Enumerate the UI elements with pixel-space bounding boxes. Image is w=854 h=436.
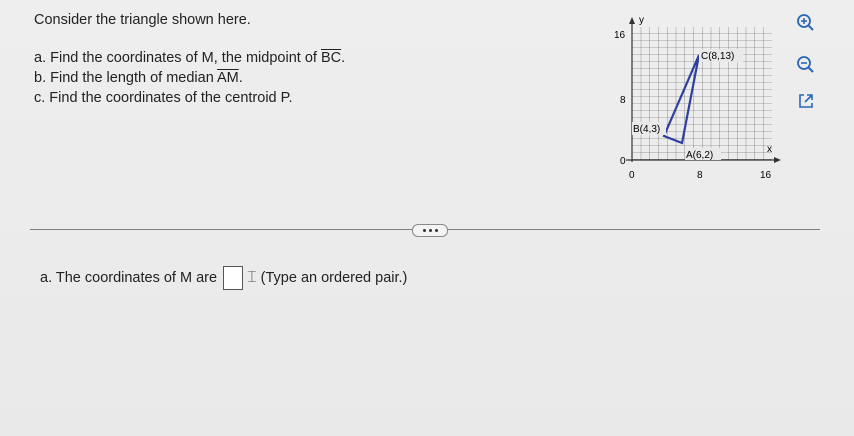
part-a-suffix: .	[341, 50, 346, 66]
y-axis-arrow	[629, 17, 635, 24]
part-a-prefix: a. Find the coordinates of M, the midpoint of	[34, 50, 321, 66]
point-c-label: C(8,13)	[701, 51, 735, 62]
x-tick-16: 16	[760, 170, 772, 181]
zoom-out-icon	[796, 55, 816, 75]
question-intro: Consider the triangle shown here.	[34, 12, 251, 28]
text-cursor-icon: ⌶	[247, 269, 257, 286]
part-b-suffix: .	[238, 70, 243, 86]
ellipsis-dot-icon	[423, 229, 426, 232]
question-part-a	[34, 50, 345, 66]
answer-a-hint: (Type an ordered pair.)	[260, 270, 408, 286]
segment-bc: $\overline{BC}$	[320, 50, 342, 66]
x-tick-8: 8	[697, 170, 703, 181]
part-b-prefix: b. Find the length of median	[34, 70, 217, 86]
y-tick-8: 8	[620, 95, 626, 106]
question-part-b	[34, 70, 243, 86]
x-tick-0: 0	[629, 170, 635, 181]
external-link-icon	[797, 92, 815, 110]
grid	[632, 27, 772, 160]
question-part-c: c. Find the coordinates of the centroid P.	[34, 90, 293, 106]
x-axis-arrow	[774, 157, 781, 163]
ellipsis-dot-icon	[429, 229, 432, 232]
zoom-in-icon	[796, 13, 816, 33]
x-axis-label: x	[767, 144, 772, 155]
triangle-graph	[612, 12, 782, 187]
expand-divider-button[interactable]	[412, 224, 448, 237]
y-tick-16: 16	[614, 30, 626, 41]
zoom-in-button[interactable]	[793, 10, 819, 36]
ellipsis-dot-icon	[435, 229, 438, 232]
popout-button[interactable]	[793, 88, 819, 114]
point-b-label: B(4,3)	[633, 124, 661, 135]
y-axis-label: y	[639, 15, 644, 26]
answer-a-prefix: a. The coordinates of M are	[40, 270, 218, 286]
answer-row-a	[40, 266, 407, 290]
answer-a-input[interactable]	[223, 266, 243, 290]
y-tick-0: 0	[620, 156, 626, 167]
point-a-label: A(6,2)	[686, 150, 714, 161]
zoom-out-button[interactable]	[793, 52, 819, 78]
segment-am: $\overline{AM}$	[217, 70, 239, 86]
